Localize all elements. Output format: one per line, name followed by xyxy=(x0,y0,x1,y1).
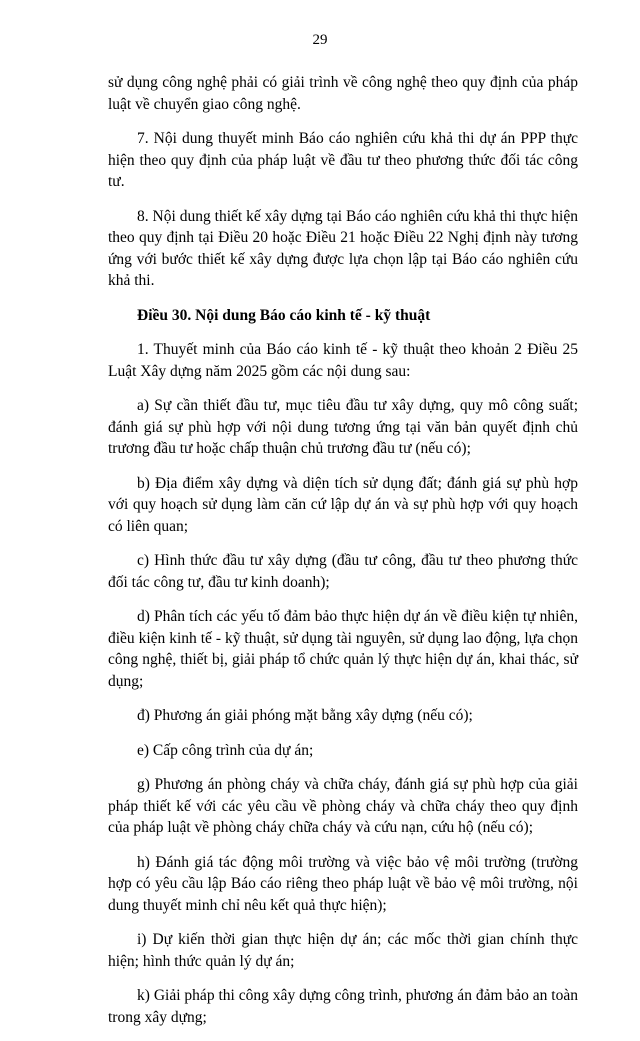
paragraph-point-i: i) Dự kiến thời gian thực hiện dự án; các mốc thời gian chính thực hiện; hình thức quản lý dự án; xyxy=(108,931,578,970)
article-heading: Điều 30. Nội dung Báo cáo kinh tế - kỹ thuật xyxy=(137,306,431,324)
paragraph-point-a: a) Sự cần thiết đầu tư, mục tiêu đầu tư xây dựng, quy mô công suất; đánh giá sự phù hợp với nội dung tương ứng tại văn bản quyết định chủ trương đầu tư hoặc chấp thuận chủ trương đầu tư (nếu có); xyxy=(108,397,578,457)
page-number: 29 xyxy=(312,32,328,48)
paragraph-point-dd: đ) Phương án giải phóng mặt bằng xây dựng (nếu có); xyxy=(137,707,473,724)
paragraph-point-g: g) Phương án phòng cháy và chữa cháy, đánh giá sự phù hợp của giải pháp thiết kế với các yêu cầu về phòng cháy và chữa cháy theo quy định của pháp luật về phòng cháy chữa cháy và cứu nạn, cứu hộ (nếu có); xyxy=(108,776,578,836)
paragraph-item-8: 8. Nội dung thiết kế xây dựng tại Báo cáo nghiên cứu khả thi thực hiện theo quy định tại Điều 20 hoặc Điều 21 hoặc Điều 22 Nghị định này tương ứng với bước thiết kế xây dựng được lựa chọn lập tại Báo cáo nghiên cứu khả thi. xyxy=(108,207,578,289)
paragraph-point-d: d) Phân tích các yếu tố đảm bảo thực hiện dự án về điều kiện tự nhiên, điều kiện kinh tế - kỹ thuật, sử dụng tài nguyên, sử dụng lao động, lựa chọn công nghệ, thiết bị, giải pháp tổ chức quản lý thực hiện dự án, khai thác, sử dụng; xyxy=(108,608,578,690)
document-body xyxy=(108,72,578,1041)
paragraph-point-k: k) Giải pháp thi công xây dựng công trình, phương án đảm bảo an toàn trong xây dựng; xyxy=(108,987,578,1026)
paragraph-item-7: 7. Nội dung thuyết minh Báo cáo nghiên cứu khả thi dự án PPP thực hiện theo quy định của pháp luật về đầu tư theo phương thức đối tác công tư. xyxy=(108,130,578,190)
paragraph-continuation: sử dụng công nghệ phải có giải trình về công nghệ theo quy định của pháp luật về chuyển giao công nghệ. xyxy=(108,74,578,113)
paragraph-point-e: e) Cấp công trình của dự án; xyxy=(137,741,314,759)
paragraph-point-h: h) Đánh giá tác động môi trường và việc bảo vệ môi trường (trường hợp có yêu cầu lập Báo cáo riêng theo pháp luật về bảo vệ môi trường, nội dung thuyết minh chỉ nêu kết quả thực hiện); xyxy=(108,853,578,914)
paragraph-point-b: b) Địa điểm xây dựng và diện tích sử dụng đất; đánh giá sự phù hợp với quy hoạch sử dụng làm căn cứ lập dự án và sự phù hợp với quy hoạch có liên quan; xyxy=(108,474,578,535)
paragraph-point-c: c) Hình thức đầu tư xây dựng (đầu tư công, đầu tư theo phương thức đối tác công tư, đầu tư kinh doanh); xyxy=(108,552,578,591)
paragraph-clause-1: 1. Thuyết minh của Báo cáo kinh tế - kỹ thuật theo khoản 2 Điều 25 Luật Xây dựng năm 2025 gồm các nội dung sau: xyxy=(108,341,578,380)
